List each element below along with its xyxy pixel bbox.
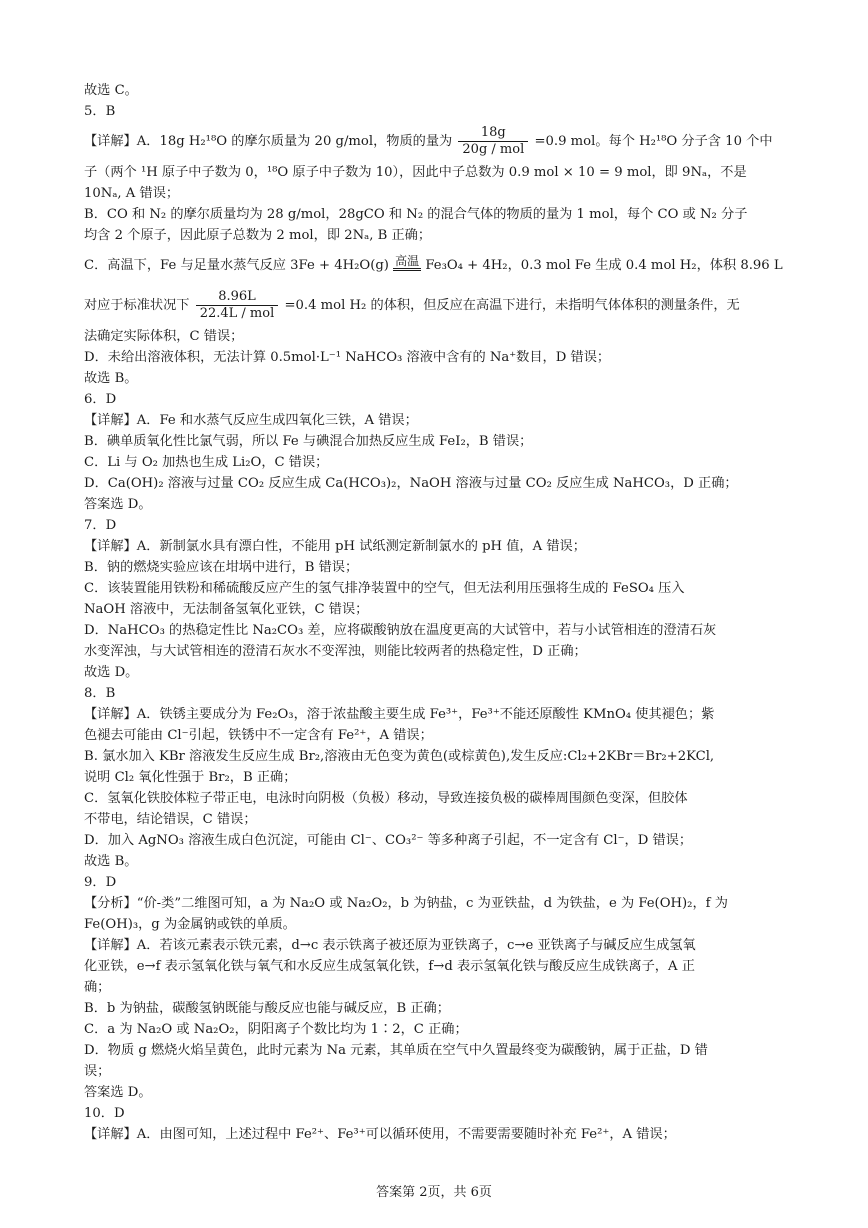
- question-number: 6．D: [84, 392, 117, 407]
- text-line: C．a 为 Na₂O 或 Na₂O₂，阴阳离子个数比均为 1∶2，C 正确；: [84, 1022, 468, 1037]
- text-line: C．Li 与 O₂ 加热也生成 Li₂O，C 错误；: [84, 455, 329, 470]
- question-number: 5．B: [84, 104, 116, 119]
- text-line: 【详解】A．由图可知，上述过程中 Fe²⁺、Fe³⁺可以循环使用，不需要需要随时补充 Fe²⁺，A 错误；: [84, 1127, 676, 1142]
- text-line: 误；: [84, 1064, 111, 1079]
- text-line-with-fraction: [84, 286, 792, 326]
- text-line: C．氢氧化铁胶体粒子带正电，电泳时向阴极（负极）移动，导致连接负极的碳棒周围颜色变深，但胶体: [84, 791, 688, 806]
- text-segment: 【详解】A．18g H₂¹⁸O 的摩尔质量为 20 g/mol，物质的量为: [84, 134, 453, 149]
- fraction-denominator: 22.4L / mol: [199, 306, 275, 321]
- text-line: B．CO 和 N₂ 的摩尔质量均为 28 g/mol，28gCO 和 N₂ 的混合气体的物质的量为 1 mol，每个 CO 或 N₂ 分子: [84, 207, 748, 222]
- text-line: D．未给出溶液体积，无法计算 0.5mol·L⁻¹ NaHCO₃ 溶液中含有的 Na⁺数目，D 错误；: [84, 350, 611, 365]
- fraction-denominator: 20g / mol: [462, 142, 525, 157]
- reaction-condition: [393, 255, 421, 277]
- text-line: NaOH 溶液中，无法制备氢氧化亚铁，C 错误；: [84, 602, 369, 617]
- text-line: 水变浑浊，与大试管相连的澄清石灰水不变浑浊，则能比较两者的热稳定性，D 正确；: [84, 644, 587, 659]
- text-segment: 对应于标准状况下: [84, 298, 190, 313]
- text-line: D．加入 AgNO₃ 溶液生成白色沉淀，可能由 Cl⁻、CO₃²⁻ 等多种离子引起，不一定含有 Cl⁻，D 错误；: [84, 833, 693, 848]
- text-line: 子（两个 ¹H 原子中子数为 0，¹⁸O 原子中子数为 10），因此中子总数为 0.9 mol × 10 = 9 mol，即 9Nₐ，不是: [84, 165, 747, 180]
- text-line: 【详解】A．铁锈主要成分为 Fe₂O₃，溶于浓盐酸主要生成 Fe³⁺，Fe³⁺不能还原酸性 KMnO₄ 使其褪色；紫: [84, 707, 715, 722]
- fraction-numerator: 18g: [458, 125, 528, 142]
- text-line: 【详解】A．Fe 和水蒸气反应生成四氧化三铁，A 错误；: [84, 413, 418, 428]
- question-number: 8．B: [84, 686, 116, 701]
- text-segment: C．高温下，Fe 与足量水蒸气反应 3Fe + 4H₂O(g): [84, 258, 389, 273]
- fraction: [458, 125, 528, 158]
- text-line: D．Ca(OH)₂ 溶液与过量 CO₂ 反应生成 Ca(HCO₃)₂，NaOH 溶液与过量 CO₂ 反应生成 NaHCO₃，D 正确；: [84, 476, 738, 491]
- text-line-with-fraction: [84, 122, 792, 162]
- text-line: 【分析】“价-类”二维图可知，a 为 Na₂O 或 Na₂O₂，b 为钠盐，c 为亚铁盐，d 为铁盐，e 为 Fe(OH)₂，f 为: [84, 896, 728, 911]
- text-line-with-equation: [84, 246, 792, 286]
- text-line: 【详解】A．若该元素表示铁元素，d→c 表示铁离子被还原为亚铁离子，c→e 亚铁离子与碱反应生成氢氧: [84, 938, 696, 953]
- text-line: 故选 D。: [84, 665, 139, 680]
- text-line: 法确定实际体积，C 错误；: [84, 329, 244, 344]
- text-line: 说明 Cl₂ 氧化性强于 Br₂，B 正确；: [84, 770, 297, 785]
- text-line: D．NaHCO₃ 的热稳定性比 Na₂CO₃ 差，应将碳酸钠放在温度更高的大试管中，若与小试管相连的澄清石灰: [84, 623, 717, 638]
- answer-document: [84, 80, 792, 1145]
- text-line: D．物质 g 燃烧火焰呈黄色，此时元素为 Na 元素，其单质在空气中久置最终变为碳酸钠，属于正盐，D 错: [84, 1043, 708, 1058]
- text-line: 色褪去可能由 Cl⁻引起，铁锈中不一定含有 Fe²⁺，A 错误；: [84, 728, 433, 743]
- text-line: B．b 为钠盐，碳酸氢钠既能与酸反应也能与碱反应，B 正确；: [84, 1001, 450, 1016]
- text-line: B．碘单质氧化性比氯气弱，所以 Fe 与碘混合加热反应生成 FeI₂，B 错误；: [84, 434, 533, 449]
- text-segment: =0.9 mol。每个 H₂¹⁸O 分子含 10 个中: [534, 134, 773, 149]
- text-line: 不带电，结论错误，C 错误；: [84, 812, 257, 827]
- text-line: C．该装置能用铁粉和稀硫酸反应产生的氢气排净装置中的空气，但无法利用压强将生成的 FeSO₄ 压入: [84, 581, 685, 596]
- text-line: 确；: [84, 980, 111, 995]
- text-segment: =0.4 mol H₂ 的体积，但反应在高温下进行，未指明气体体积的测量条件，无: [284, 298, 740, 313]
- text-segment: Fe₃O₄ + 4H₂，0.3 mol Fe 生成 0.4 mol H₂，体积 8.96 L: [425, 258, 783, 273]
- text-line: Fe(OH)₃，g 为金属钠或铁的单质。: [84, 917, 296, 932]
- text-line: 故选 B。: [84, 371, 138, 386]
- text-line: 化亚铁，e→f 表示氢氧化铁与氧气和水反应生成氢氧化铁，f→d 表示氢氧化铁与酸反应生成铁离子，A 正: [84, 959, 695, 974]
- text-line: B. 氯水加入 KBr 溶液发生反应生成 Br₂,溶液由无色变为黄色(或棕黄色),发生反应:Cl₂+2KBr＝Br₂+2KCl,: [84, 749, 715, 764]
- text-line: 【详解】A．新制氯水具有漂白性，不能用 pH 试纸测定新制氯水的 pH 值，A 错误；: [84, 539, 586, 554]
- question-number: 7．D: [84, 518, 117, 533]
- question-number: 9．D: [84, 875, 117, 890]
- text-line: 故选 C。: [84, 83, 138, 98]
- text-line: 均含 2 个原子，因此原子总数为 2 mol，即 2Nₐ, B 正确；: [84, 228, 432, 243]
- text-line: 答案选 D。: [84, 497, 152, 512]
- text-line: 10Nₐ, A 错误；: [84, 186, 180, 201]
- text-line: 故选 B。: [84, 854, 138, 869]
- text-line: 答案选 D。: [84, 1085, 152, 1100]
- question-number: 10．D: [84, 1106, 125, 1121]
- fraction: [196, 289, 279, 322]
- reaction-condition-label: 高温: [393, 255, 421, 271]
- text-line: B．钠的燃烧实验应该在坩埚中进行，B 错误；: [84, 560, 359, 575]
- page-footer: 答案第 2页，共 6页: [376, 1185, 492, 1200]
- fraction-numerator: 8.96L: [196, 289, 279, 306]
